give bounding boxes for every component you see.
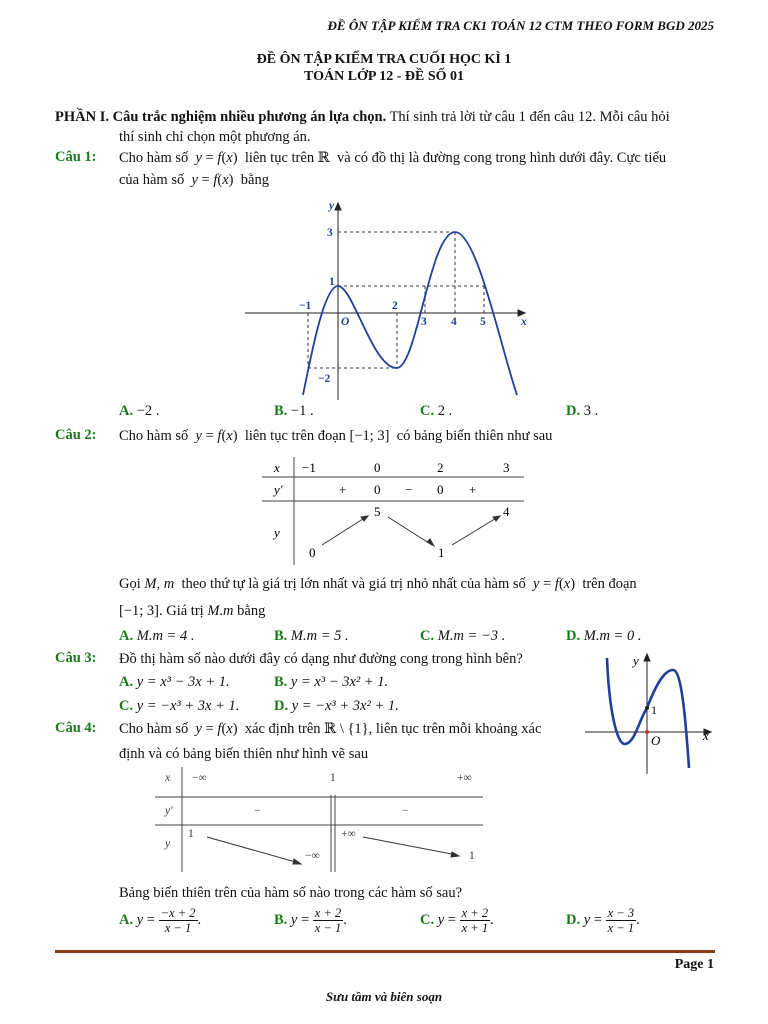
q3-text: Đồ thị hàm số nào dưới đây có dạng như đường cong trong hình bên? [119, 651, 523, 667]
q3-ytick-1: 1 [651, 703, 657, 717]
q3-x-label: x [703, 728, 709, 743]
q4-x-label: x [165, 772, 171, 784]
q4-y-val-2: −∞ [305, 850, 320, 862]
q2-variation-table [262, 457, 524, 565]
q3-label: Câu 3: [55, 650, 97, 666]
q3-origin: O [651, 733, 661, 748]
q4-option-d[interactable]: D. y = $\frac{x - 3}{x - 1}$ . [566, 906, 640, 935]
q2-follow-line1: Gọi M, m theo thứ tự là giá trị lớn nhất và giá trị nhỏ nhất của hàm số y = f(x) trên đoạn [119, 576, 637, 592]
q4-yprime-label: y′ [165, 805, 173, 817]
page-header: ĐỀ ÔN TẬP KIỂM TRA CK1 TOÁN 12 CTM THEO FORM BGD 2025 [327, 18, 714, 33]
q1-x-label: x [521, 316, 527, 328]
footer-rule [55, 950, 715, 953]
q4-variation-table [155, 767, 485, 875]
part1-instruction-2: thí sinh chỉ chọn một phương án. [119, 129, 311, 145]
exam-title: ĐỀ ÔN TẬP KIỂM TRA CUỐI HỌC KÌ 1 [256, 52, 512, 67]
part1-instruction: Thí sinh trả lời từ câu 1 đến câu 12. Mỗi câu hỏi [386, 109, 670, 125]
q1-option-a[interactable]: A. −2 . [119, 403, 160, 419]
q4-y-label: y [165, 838, 171, 850]
part1-line1 [55, 108, 670, 127]
q1-graph [245, 195, 535, 405]
q1-xtick-neg1: −1 [299, 300, 312, 312]
q4-y-val-4: 1 [469, 850, 475, 862]
q2-option-c[interactable]: C. M.m = −3 . [420, 628, 506, 644]
q1-text-line2: của hàm số y = f(x) bằng [119, 172, 269, 188]
q2-y-val-1: 0 [309, 545, 316, 560]
q3-option-d[interactable]: D. y = −x³ + 3x² + 1. [274, 698, 399, 714]
q1-xtick-2: 2 [392, 300, 398, 312]
q1-label: Câu 1: [55, 149, 97, 165]
q2-x-val-3: 2 [437, 460, 444, 475]
q2-option-d[interactable]: D. M.m = 0 . [566, 628, 642, 644]
q1-xtick-4: 4 [451, 316, 457, 328]
q2-sign-1: + [339, 482, 347, 497]
exam-subtitle: TOÁN LỚP 12 - ĐỀ SỐ 01 [304, 69, 464, 84]
q2-x-val-1: −1 [302, 460, 316, 475]
q2-sign-3: − [405, 482, 413, 497]
q3-option-b[interactable]: B. y = x³ − 3x² + 1. [274, 674, 389, 690]
q2-arrows [322, 516, 500, 546]
q1-xtick-5: 5 [480, 316, 486, 328]
q4-sign-2: − [402, 805, 409, 817]
q4-x-val-1: −∞ [192, 772, 207, 784]
q3-curve [607, 658, 689, 768]
q1-ytick-neg2: −2 [318, 373, 331, 385]
q2-yprime-label: y′ [274, 482, 283, 497]
q4-label: Câu 4: [55, 720, 97, 736]
q4-arrows [207, 837, 459, 864]
q2-x-val-4: 3 [503, 460, 510, 475]
q2-label: Câu 2: [55, 427, 97, 443]
q2-follow-line2: [−1; 3]. Giá trị M.m bằng [119, 603, 266, 619]
q2-y-val-4: 4 [503, 504, 510, 519]
q1-xtick-3: 3 [421, 316, 427, 328]
q3-origin-point [645, 730, 649, 734]
q1-ytick-3: 3 [327, 227, 333, 239]
page-number: Page 1 [674, 957, 714, 972]
q4-sign-1: − [254, 805, 261, 817]
q3-graph [585, 650, 715, 775]
q2-sign-4: 0 [437, 482, 444, 497]
q3-y-arrow [644, 654, 650, 661]
q2-option-a[interactable]: A. M.m = 4 . [119, 628, 195, 644]
q2-option-b[interactable]: B. M.m = 5 . [274, 628, 349, 644]
q4-option-a[interactable]: A. y = $\frac{-x + 2}{x - 1}$ . [119, 906, 202, 935]
q4-y-val-1: 1 [188, 828, 194, 840]
q3-y-label: y [633, 653, 639, 668]
q2-x-val-2: 0 [374, 460, 381, 475]
q1-option-b[interactable]: B. −1 . [274, 403, 314, 419]
q4-x-val-3: +∞ [457, 772, 472, 784]
q3-option-a[interactable]: A. y = x³ − 3x + 1. [119, 674, 230, 690]
q4-y-val-3: +∞ [341, 828, 356, 840]
q2-y-val-2: 5 [374, 504, 381, 519]
q1-text-line1: Cho hàm số y = f(x) liên tục trên ℝ và có đồ thị là đường cong trong hình dưới đây. Cực tiểu [119, 150, 667, 166]
q2-y-label: y [274, 525, 280, 540]
q1-y-arrow [335, 203, 341, 210]
q1-option-c[interactable]: C. 2 . [420, 403, 453, 419]
q4-text-line1: Cho hàm số y = f(x) xác định trên ℝ \ {1}, liên tục trên mỗi khoảng xác [119, 721, 542, 737]
q4-text-line2: định và có bảng biến thiên như hình vẽ sau [119, 746, 369, 762]
q4-option-b[interactable]: B. y = $\frac{x + 2}{x - 1}$ . [274, 906, 347, 935]
q2-y-val-3: 1 [438, 545, 445, 560]
q4-option-c[interactable]: C. y = $\frac{x + 2}{x + 1}$ . [420, 906, 494, 935]
q2-sign-5: + [469, 482, 477, 497]
q2-x-label: x [274, 460, 280, 475]
q1-option-d[interactable]: D. 3 . [566, 403, 599, 419]
q4-x-val-2: 1 [330, 772, 336, 784]
q1-origin: O [341, 316, 350, 328]
q1-y-label: y [329, 200, 335, 212]
part1-heading: PHẦN I. Câu trắc nghiệm nhiều phương án lựa chọn. [55, 109, 387, 125]
q1-ytick-1: 1 [329, 276, 335, 288]
q2-text-line1: Cho hàm số y = f(x) liên tục trên đoạn [−1; 3] có bảng biến thiên như sau [119, 428, 553, 444]
q3-intercept-point [645, 706, 649, 710]
q2-sign-2: 0 [374, 482, 381, 497]
q3-option-c[interactable]: C. y = −x³ + 3x + 1. [119, 698, 240, 714]
footer-credit: Sưu tầm và biên soạn [325, 989, 443, 1004]
q4-question: Bảng biến thiên trên của hàm số nào trong các hàm số sau? [119, 885, 463, 901]
